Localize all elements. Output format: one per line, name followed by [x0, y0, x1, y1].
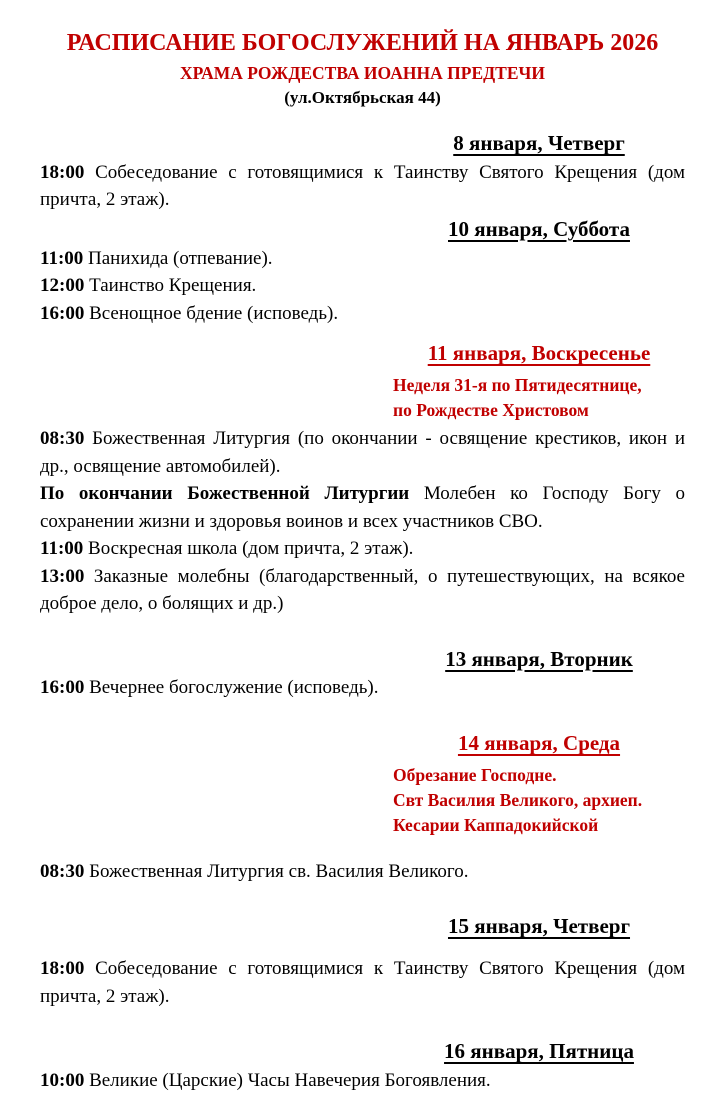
schedule-entry [40, 955, 685, 1010]
day-heading: 10 января, Суббота [448, 216, 630, 241]
document-title: РАСПИСАНИЕ БОГОСЛУЖЕНИЙ НА ЯНВАРЬ 2026 [66, 30, 659, 56]
day-entries [40, 159, 685, 214]
entry-lead: 11:00 [40, 538, 84, 560]
day-subtitle: Обрезание Господне. [393, 764, 557, 785]
schedule-entry [40, 858, 685, 886]
day-heading-block [393, 130, 685, 157]
day-subtitles [393, 763, 685, 838]
entry-lead: 13:00 [40, 565, 85, 587]
day-subtitle: Неделя 31-я по Пятидесятнице, [393, 375, 642, 396]
day-subtitles [393, 373, 685, 423]
schedule-entry [40, 1067, 685, 1095]
schedule-entry [40, 425, 685, 480]
day-heading: 14 января, Среда [457, 730, 621, 755]
entry-lead: 12:00 [40, 275, 85, 297]
entry-text: Таинство Крещения. [84, 275, 257, 297]
day-heading-block [393, 730, 685, 838]
entry-lead: 18:00 [40, 958, 85, 980]
entry-text: Божественная Литургия св. Василия Великого. [84, 860, 469, 882]
schedule-sections [40, 130, 685, 1095]
day-heading-block [393, 1038, 685, 1065]
day-entries [40, 425, 685, 618]
schedule-entry [40, 674, 685, 702]
entry-lead: 08:30 [40, 428, 85, 450]
day-heading-block [393, 216, 685, 243]
day-heading-block [393, 913, 685, 940]
schedule-entry [40, 245, 685, 273]
day-entries [40, 245, 685, 328]
day-heading: 16 января, Пятница [444, 1039, 634, 1064]
entry-text: Божественная Литургия (по окончании - освящение крестиков, икон и др., освящение автомобилей). [40, 428, 685, 477]
entry-text: Молебен ко Господу Богу о сохранении жизни и здоровья воинов и всех участников СВО. [40, 483, 685, 532]
entry-text: Великие (Царские) Часы Навечерия Богоявления. [84, 1070, 491, 1092]
schedule-entry [40, 272, 685, 300]
day-subtitle: Кесарии Каппадокийской [393, 814, 599, 835]
day-section [40, 1038, 685, 1094]
schedule-entry [40, 300, 685, 328]
entry-text: Собеседование с готовящимися к Таинству Святого Крещения (дом причта, 2 этаж). [40, 161, 685, 211]
entry-text: Вечернее богослужение (исповедь). [84, 677, 379, 699]
day-heading-block [393, 340, 685, 423]
day-subtitle: Свт Василия Великого, архиеп. [393, 789, 643, 810]
document-address: (ул.Октябрьская 44) [284, 87, 441, 107]
day-section [40, 730, 685, 885]
day-entries [40, 858, 685, 886]
day-heading: 8 января, Четверг [453, 130, 625, 155]
day-entries [40, 674, 685, 702]
day-section [40, 913, 685, 1010]
schedule-entry [40, 159, 685, 214]
schedule-entry [40, 563, 685, 618]
entry-lead: 18:00 [40, 161, 85, 183]
day-section [40, 340, 685, 617]
document-subtitle: ХРАМА РОЖДЕСТВА ИОАННА ПРЕДТЕЧИ [180, 62, 545, 83]
entry-lead: 08:30 [40, 860, 85, 882]
day-heading: 15 января, Четверг [447, 914, 631, 939]
day-section [40, 216, 685, 327]
entry-text: Собеседование с готовящимися к Таинству Святого Крещения (дом причта, 2 этаж). [40, 958, 685, 1007]
entry-lead: По окончании Божественной Литургии [40, 483, 410, 505]
entry-text: Панихида (отпевание). [83, 247, 273, 269]
day-section [40, 130, 685, 214]
entry-lead: 11:00 [40, 247, 84, 269]
entry-text: Всенощное бдение (исповедь). [84, 302, 339, 324]
day-section [40, 646, 685, 702]
document-header [40, 30, 685, 108]
entry-lead: 10:00 [40, 1070, 85, 1092]
schedule-entry [40, 535, 685, 563]
day-entries [40, 955, 685, 1010]
entry-text: Заказные молебны (благодарственный, о путешествующих, на всякое доброе дело, о болящих и др.) [40, 565, 685, 615]
entry-lead: 16:00 [40, 302, 85, 324]
day-subtitle: по Рождестве Христовом [393, 400, 589, 421]
day-heading: 13 января, Вторник [445, 646, 633, 671]
entry-lead: 16:00 [40, 677, 85, 699]
day-entries [40, 1067, 685, 1095]
entry-text: Воскресная школа (дом причта, 2 этаж). [83, 538, 414, 560]
schedule-entry [40, 480, 685, 535]
day-heading-block [393, 646, 685, 673]
day-heading: 11 января, Воскресенье [427, 341, 651, 366]
